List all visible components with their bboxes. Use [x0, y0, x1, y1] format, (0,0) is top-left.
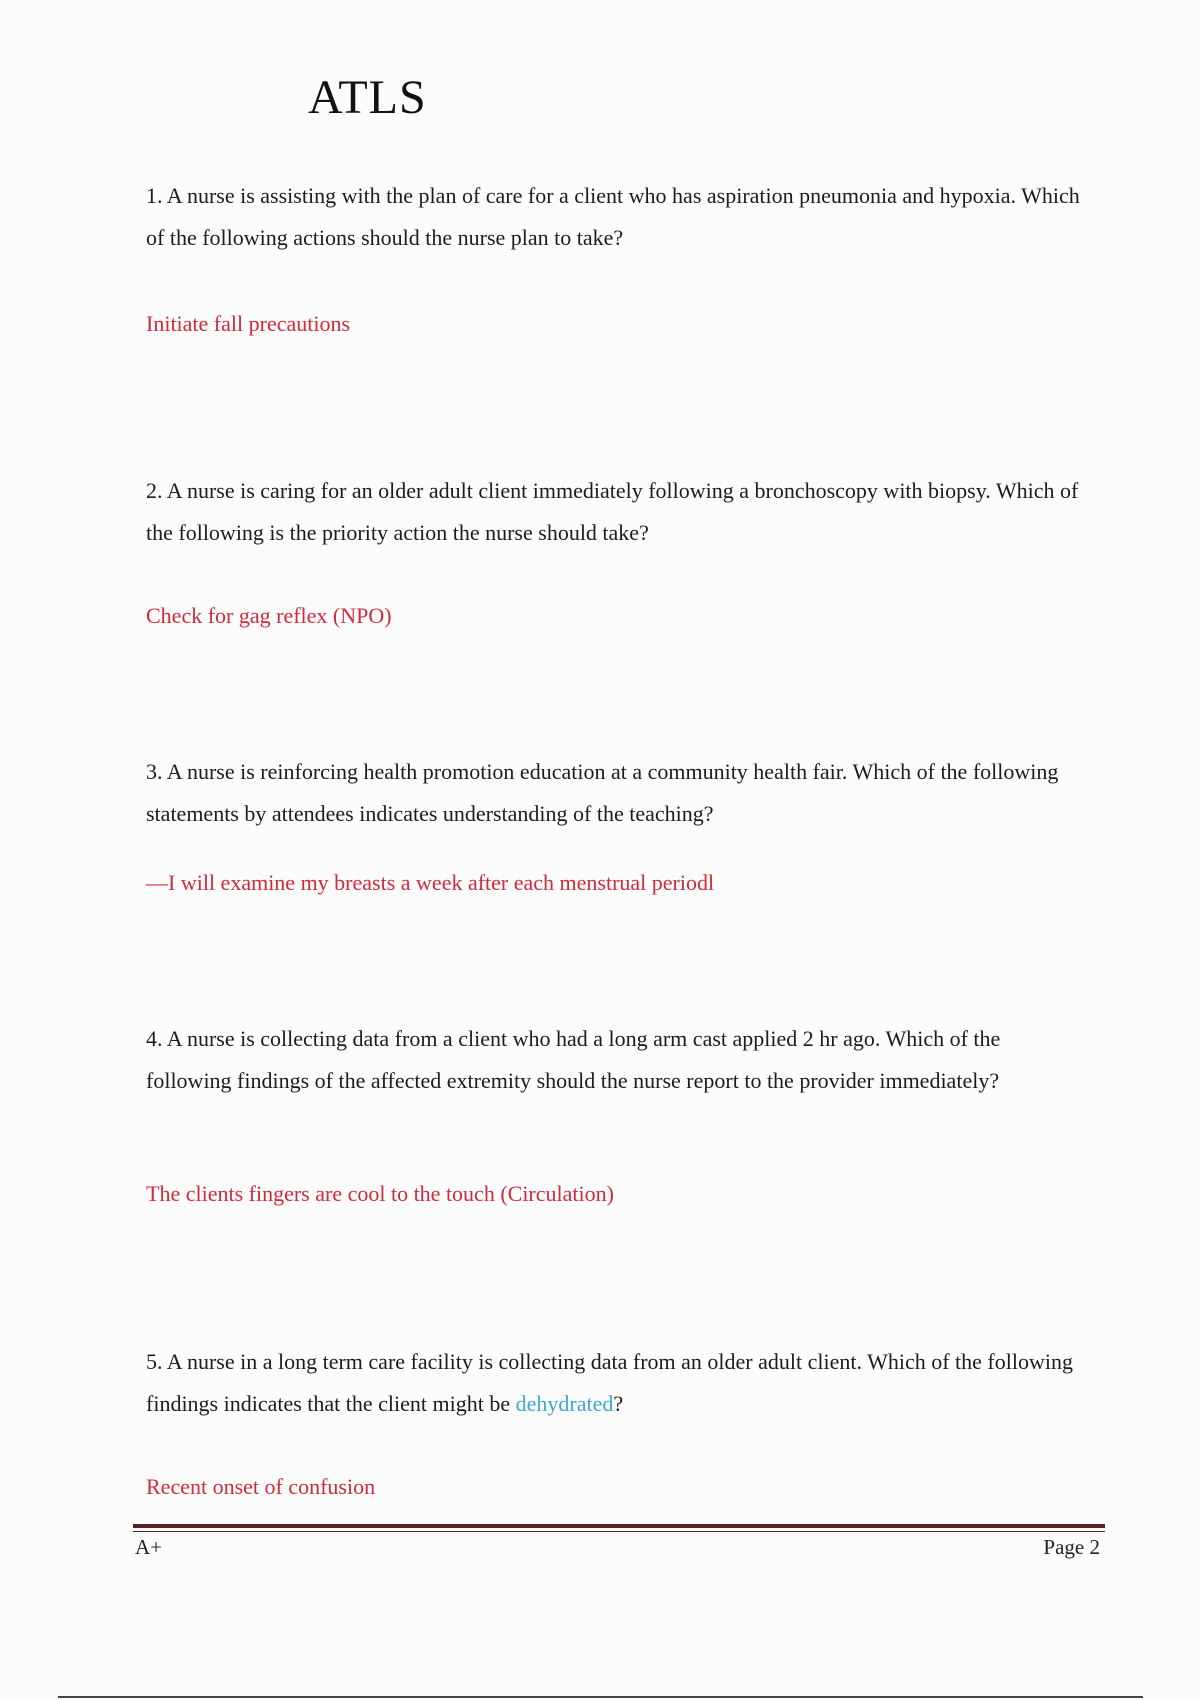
- question-5-text: 5. A nurse in a long term care facility is collecting data from an older adult client. Which of the following findings indicates that the client might be: [146, 1349, 1073, 1416]
- question-4: 4. A nurse is collecting data from a client who had a long arm cast applied 2 hr ago. Which of the following findings of the affected extremity should the nurse report to the provider immediately?: [146, 1026, 1001, 1093]
- answer-1: Initiate fall precautions: [146, 311, 351, 336]
- question-3: 3. A nurse is reinforcing health promotion education at a community health fair. Which of the following statements by attendees indicates understanding of the teaching?: [146, 759, 1059, 826]
- dehydrated-link[interactable]: dehydrated: [515, 1391, 614, 1416]
- question-1: 1. A nurse is assisting with the plan of care for a client who has aspiration pneumonia and hypoxia. Which of the following actions should the nurse plan to take?: [146, 183, 1080, 250]
- answer-5: Recent onset of confusion: [146, 1474, 376, 1499]
- question-5-text-end: ?: [613, 1391, 624, 1416]
- footer-divider-thin: [133, 1531, 1105, 1532]
- footer-grade: A+: [135, 1535, 163, 1559]
- question-5: [146, 1341, 1086, 1425]
- page-number: Page 2: [1043, 1535, 1100, 1559]
- page-title: ATLS: [308, 71, 427, 124]
- answer-4: The clients fingers are cool to the touch (Circulation): [146, 1181, 614, 1206]
- footer-divider: [133, 1524, 1105, 1528]
- question-2: 2. A nurse is caring for an older adult client immediately following a bronchoscopy with biopsy. Which of the following is the priority action the nurse should take?: [146, 478, 1079, 545]
- answer-2: Check for gag reflex (NPO): [146, 603, 392, 628]
- answer-3: —I will examine my breasts a week after each menstrual periodl: [146, 870, 715, 895]
- page-edge: [58, 1696, 1143, 1698]
